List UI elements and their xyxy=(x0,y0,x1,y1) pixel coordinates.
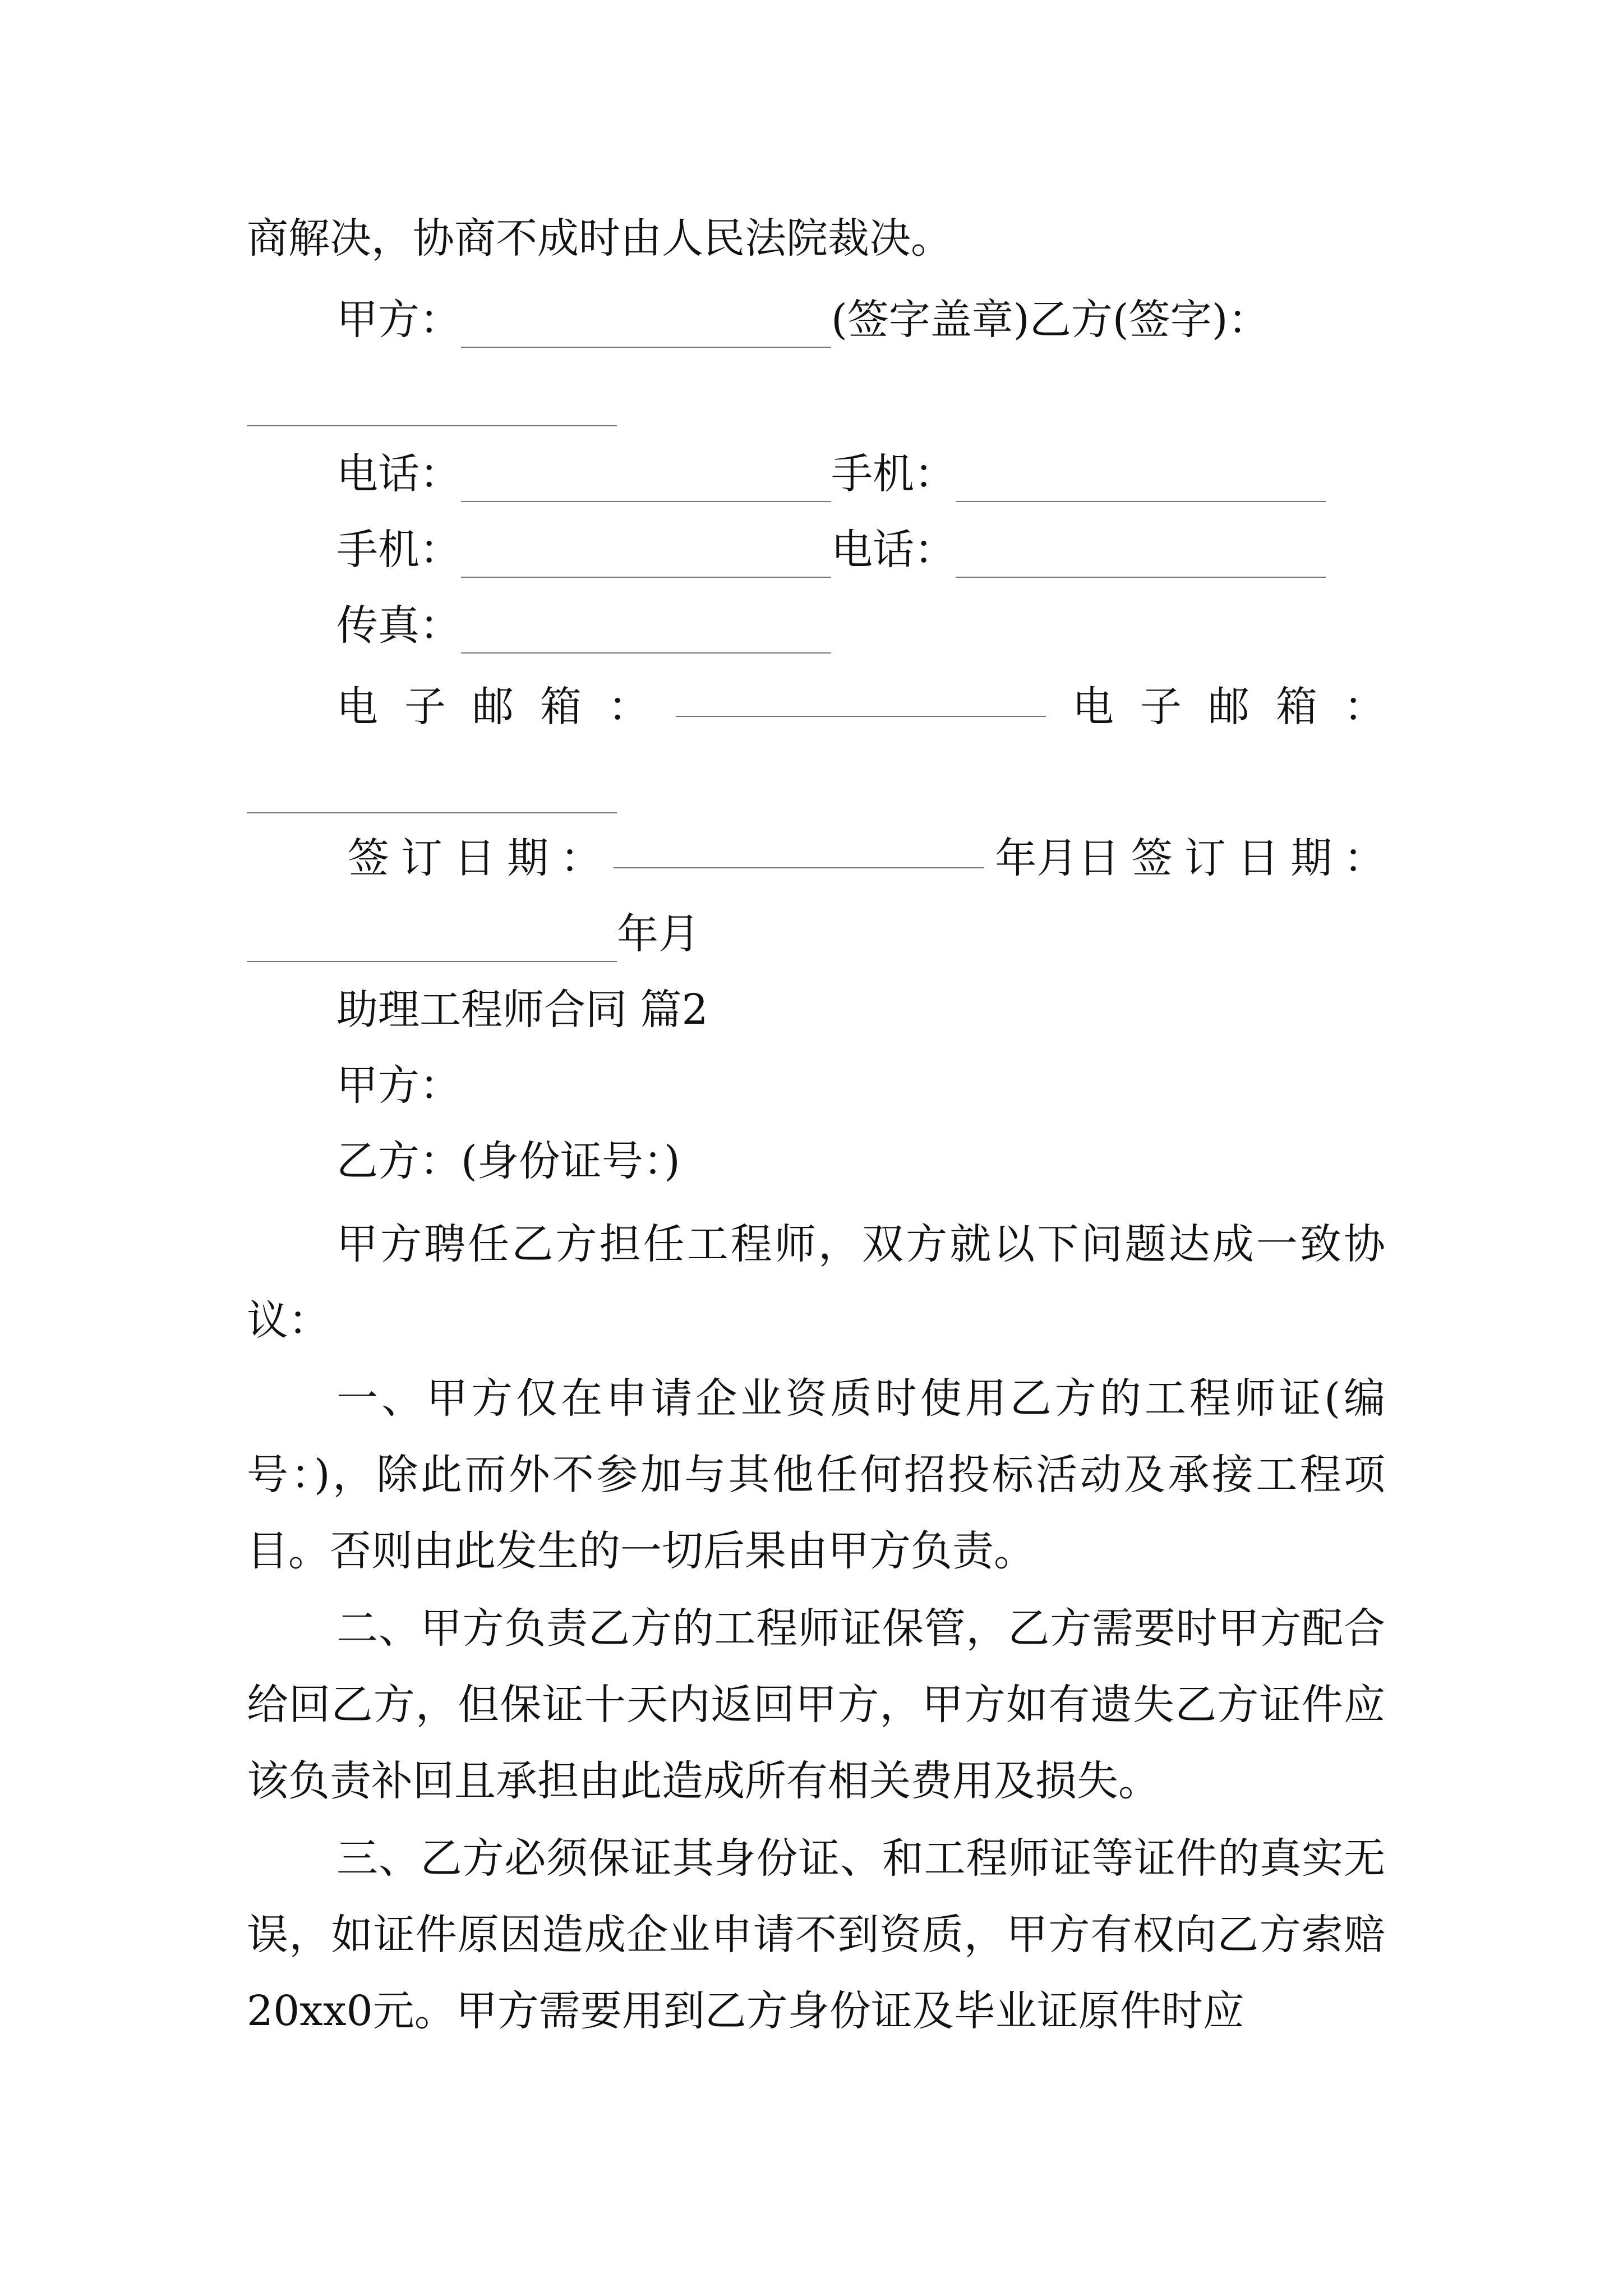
ymd-label: 年月日 xyxy=(995,834,1120,882)
section-heading: 助理工程师合同 篇2 xyxy=(336,986,708,1034)
clause-3: 三、乙方必须保证其身份证、和工程师证等证件的真实无误，如证件原因造成企业申请不到资质，甲方有权向乙方索赔20xx0元。甲方需要用到乙方身份证及毕业证原件时应 xyxy=(247,1834,1385,2035)
mobile-label-a: 手机： xyxy=(336,526,461,574)
contact-row-1 xyxy=(336,446,1475,502)
phone-blank-a[interactable] xyxy=(461,464,831,502)
contact-row-2 xyxy=(336,522,1475,578)
phone-label-a: 电话： xyxy=(336,450,461,498)
party-b-line: 乙方：(身份证号：) xyxy=(336,1137,680,1185)
contact-row-3 xyxy=(336,597,1475,654)
signature-continuation xyxy=(247,370,1385,426)
phone-blank-b[interactable] xyxy=(956,540,1326,578)
intro-paragraph: 甲方聘任乙方担任工程师，双方就以下问题达成一致协议： xyxy=(247,1220,1385,1345)
sign-date-row: 签 订 日 期 ： 年月日 签 订 日 期 ： xyxy=(348,830,1385,886)
fax-label: 传真： xyxy=(336,601,461,650)
sign-date-continuation xyxy=(247,906,1385,962)
email-row: 电 子 邮 箱 ： 电 子 邮 箱 ： xyxy=(336,679,1385,735)
email-continuation xyxy=(247,757,1385,813)
party-a-line: 甲方： xyxy=(336,1061,461,1110)
sign-date-blank-a[interactable] xyxy=(614,830,984,868)
mobile-label-b: 手机： xyxy=(831,450,956,498)
signature-blank-a[interactable] xyxy=(461,310,831,348)
sign-date-blank-b[interactable] xyxy=(247,924,617,962)
clause-2: 二、甲方负责乙方的工程师证保管，乙方需要时甲方配合给回乙方，但保证十天内返回甲方，甲方如有遗失乙方证件应该负责补回且承担由此造成所有相关费用及损失。 xyxy=(247,1604,1385,1805)
text-line-continued: 商解决，协商不成时由人民法院裁决。 xyxy=(247,214,952,263)
email-blank-b[interactable] xyxy=(247,775,617,813)
stamp-label: (签字盖章) xyxy=(831,296,1030,344)
party-b-sign-label: 乙方(签字)： xyxy=(1029,296,1270,344)
mobile-blank-a[interactable] xyxy=(461,540,831,578)
signature-row xyxy=(336,292,1385,348)
party-a-sign-label: 甲方： xyxy=(336,296,461,344)
phone-label-b: 电话： xyxy=(831,526,956,574)
signature-blank-b[interactable] xyxy=(247,388,617,426)
fax-blank[interactable] xyxy=(461,615,831,654)
email-blank-a[interactable] xyxy=(676,679,1046,717)
mobile-blank-b[interactable] xyxy=(956,464,1326,502)
clause-1: 一、甲方仅在申请企业资质时使用乙方的工程师证(编号：)，除此而外不参加与其他任何招投标活动及承接工程项目。否则由此发生的一切后果由甲方负责。 xyxy=(247,1374,1385,1575)
ym-label: 年月 xyxy=(617,910,700,958)
